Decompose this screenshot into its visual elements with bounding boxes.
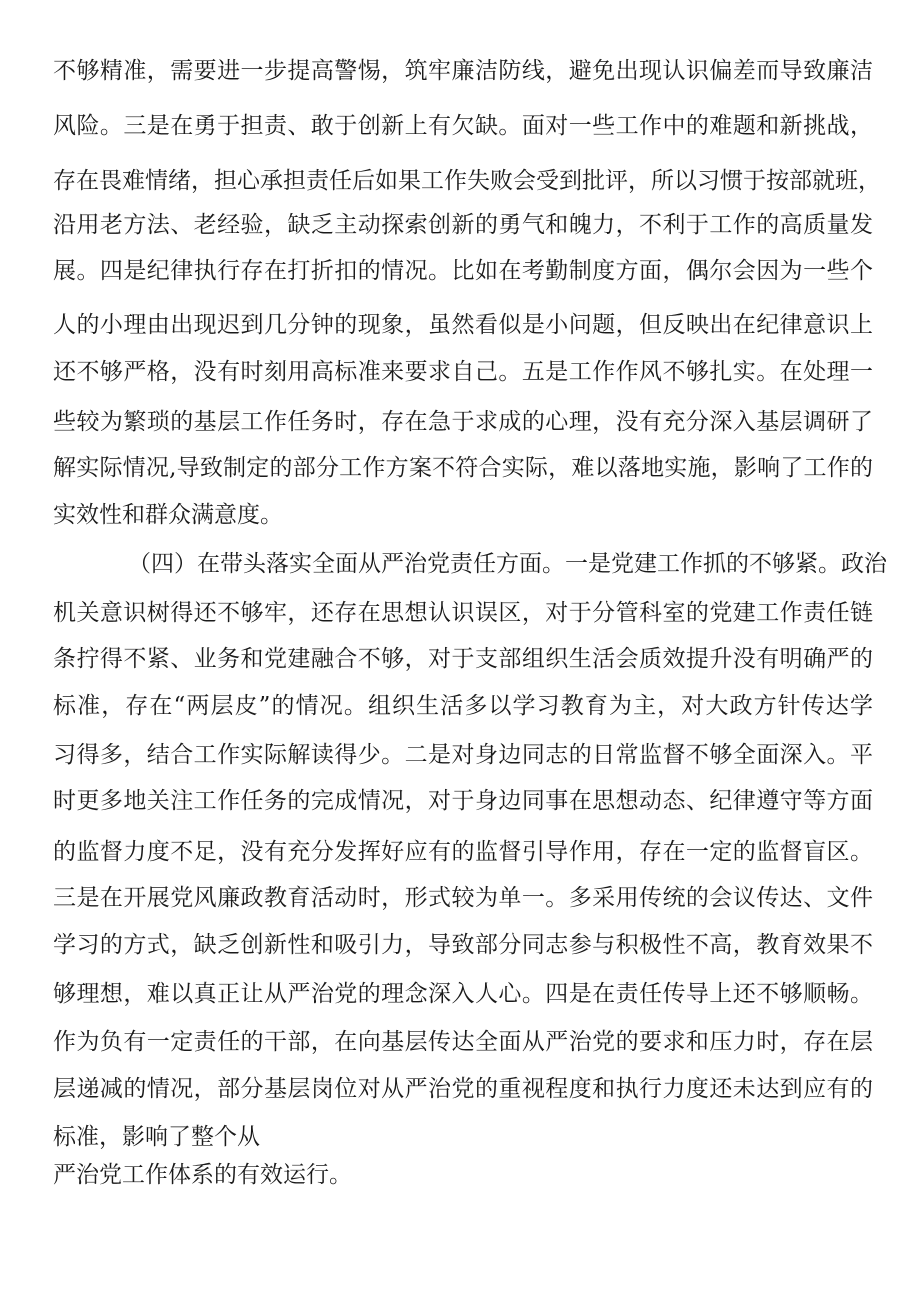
paragraph-line: 人的小理由出现迟到几分钟的现象，虽然看似是小问题，但反映出在纪律意识上 [53, 312, 873, 338]
paragraph-line: 不够精准，需要进一步提高警惕，筑牢廉洁防线，避免出现认识偏差而导致廉洁 [53, 58, 873, 84]
paragraph-line: 作为负有一定责任的干部，在向基层传达全面从严治党的要求和压力时，存在层 [53, 1029, 873, 1055]
paragraph-line: 层递减的情况，部分基层岗位对从严治党的重视程度和执行力度还未达到应有的 [53, 1076, 873, 1102]
paragraph-line: 标准，影响了整个从 [53, 1124, 260, 1150]
paragraph-line: 时更多地关注工作任务的完成情况，对于身边同事在思想动态、纪律遵守等方面 [53, 788, 873, 814]
paragraph-line: 展。四是纪律执行存在打折扣的情况。比如在考勤制度方面，偶尔会因为一些个 [53, 258, 873, 284]
paragraph-line: 沿用老方法、老经验，缺乏主动探索创新的勇气和魄力，不利于工作的高质量发 [53, 212, 873, 238]
paragraph-line: 实效性和群众满意度。 [53, 502, 283, 528]
paragraph-line: 机关意识树得还不够牢，还存在思想认识误区，对于分管科室的党建工作责任链 [53, 600, 873, 626]
paragraph-line: 三是在开展党风廉政教育活动时，形式较为单一。多采用传统的会议传达、文件 [53, 885, 873, 911]
paragraph-line: 的监督力度不足，没有充分发挥好应有的监督引导作用，存在一定的监督盲区。 [53, 839, 873, 865]
section-heading-line: （四）在带头落实全面从严治党责任方面。一是党建工作抓的不够紧。政治 [128, 551, 887, 577]
paragraph-line: 学习的方式，缺乏创新性和吸引力，导致部分同志参与积极性不高，教育效果不 [53, 932, 873, 958]
paragraph-line: 条拧得不紧、业务和党建融合不够，对于支部组织生活会质效提升没有明确严的 [53, 646, 873, 672]
paragraph-line: 风险。三是在勇于担责、敢于创新上有欠缺。面对一些工作中的难题和新挑战， [53, 113, 873, 139]
paragraph-line: 标准，存在“两层皮”的情况。组织生活多以学习教育为主，对大政方针传达学 [53, 693, 873, 719]
paragraph-line: 还不够严格，没有时刻用高标准来要求自己。五是工作作风不够扎实。在处理一 [53, 359, 873, 385]
paragraph-line: 存在畏难情绪，担心承担责任后如果工作失败会受到批评，所以习惯于按部就班， [53, 168, 881, 194]
paragraph-line: 些较为繁琐的基层工作任务时，存在急于求成的心理，没有充分深入基层调研了 [53, 409, 873, 435]
paragraph-line: 习得多，结合工作实际解读得少。二是对身边同志的日常监督不够全面深入。平 [53, 742, 873, 768]
paragraph-line: 够理想，难以真正让从严治党的理念深入人心。四是在责任传导上还不够顺畅。 [53, 981, 873, 1007]
paragraph-line: 严治党工作体系的有效运行。 [53, 1162, 352, 1188]
paragraph-line: 解实际情况,导致制定的部分工作方案不符合实际，难以落地实施，影响了工作的 [53, 455, 873, 481]
